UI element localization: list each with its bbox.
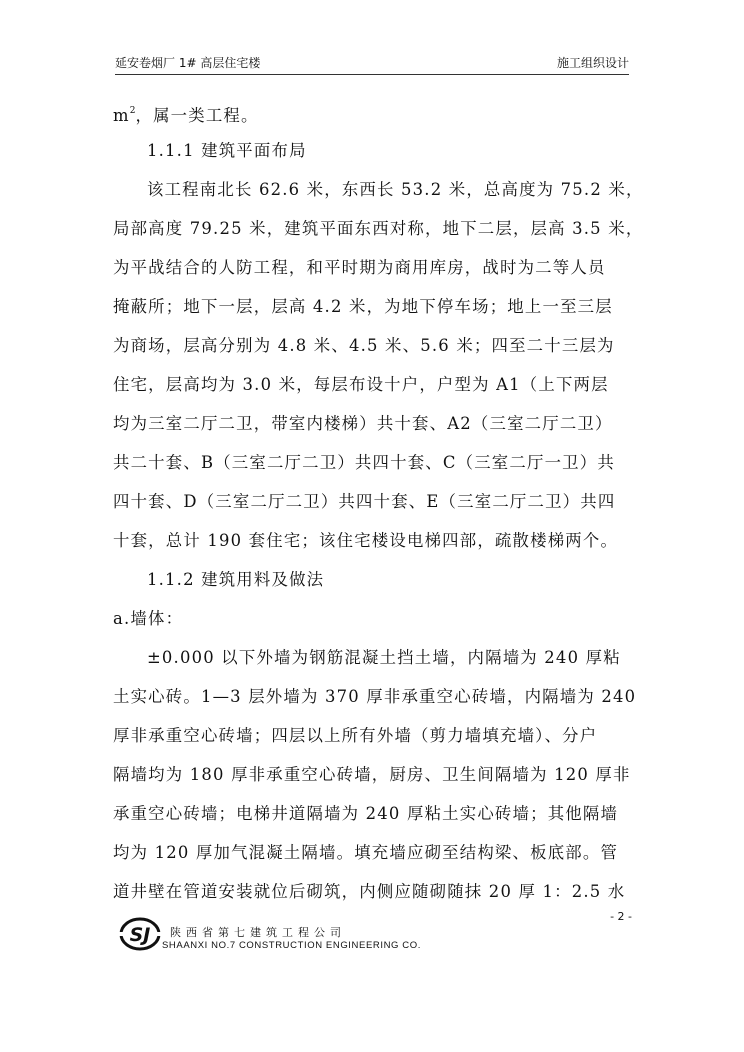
section-heading: 1.1.1 建筑平面布局 <box>147 141 307 160</box>
paragraph-line: 厚非承重空心砖墙；四层以上所有外墙（剪力墙填充墙）、分户 <box>113 726 598 745</box>
text-line <box>113 92 633 131</box>
paragraph-line: 承重空心砖墙；电梯井道隔墙为 240 厚粘土实心砖墙；其他隔墙 <box>113 804 619 823</box>
company-name-chinese: 陕西省第七建筑工程公司 <box>170 926 346 939</box>
paragraph-line: 住宅，层高均为 3.0 米，每层布设十户，户型为 A1（上下两层 <box>113 375 609 394</box>
paragraph-line: 十套，总计 190 套住宅；该住宅楼设电梯四部，疏散楼梯两个。 <box>113 531 619 550</box>
paragraph-line: ±0.000 以下外墙为钢筋混凝土挡土墙，内隔墙为 240 厚粘 <box>147 648 621 667</box>
company-name-english: SHAANXI NO.7 CONSTRUCTION ENGINEERING CO. <box>162 940 421 951</box>
area-unit-superscript: 2 <box>129 106 136 116</box>
text-fragment: ，属一类工程。 <box>135 106 259 125</box>
section-heading: 1.1.2 建筑用料及做法 <box>147 570 325 589</box>
area-unit: m <box>113 106 130 125</box>
company-logo-icon <box>118 914 162 954</box>
paragraph-line: 该工程南北长 62.6 米，东西长 53.2 米，总高度为 75.2 米， <box>147 180 644 199</box>
subsection-label: a.墙体： <box>113 609 184 628</box>
paragraph-line: 为商场，层高分别为 4.8 米、4.5 米、5.6 米；四至二十三层为 <box>113 336 615 355</box>
paragraph-line: 隔墙均为 180 厚非承重空心砖墙，厨房、卫生间隔墙为 120 厚非 <box>113 765 631 784</box>
header-project-title: 延安卷烟厂 1# 高层住宅楼 <box>115 56 261 70</box>
company-logo-text: SJ <box>129 924 151 946</box>
paragraph-line: 均为 120 厚加气混凝土隔墙。填充墙应砌至结构梁、板底部。管 <box>113 843 619 862</box>
header-document-type: 施工组织设计 <box>556 56 629 70</box>
page-number: - 2 - <box>610 910 632 923</box>
paragraph-line: 均为三室二厅二卫，带室内楼梯）共十套、A2（三室二厅二卫） <box>113 414 613 433</box>
body-text <box>113 92 644 911</box>
paragraph-line: 四十套、D（三室二厅二卫）共四十套、E（三室二厅二卫）共四 <box>113 492 616 511</box>
paragraph-line: 为平战结合的人防工程，和平时期为商用库房，战时为二等人员 <box>113 258 606 277</box>
paragraph-line: 土实心砖。1—3 层外墙为 370 厚非承重空心砖墙，内隔墙为 240 <box>113 687 637 706</box>
paragraph-line: 掩蔽所；地下一层，层高 4.2 米，为地下停车场；地上一至三层 <box>113 297 613 316</box>
paragraph-line: 局部高度 79.25 米，建筑平面东西对称，地下二层，层高 3.5 米， <box>113 219 644 238</box>
paragraph-line: 共二十套、B（三室二厅二卫）共四十套、C（三室二厅一卫）共 <box>113 453 615 472</box>
page-header <box>115 50 629 75</box>
paragraph-line: 道井壁在管道安装就位后砌筑，内侧应随砌随抹 20 厚 1：2.5 水 <box>113 882 626 901</box>
